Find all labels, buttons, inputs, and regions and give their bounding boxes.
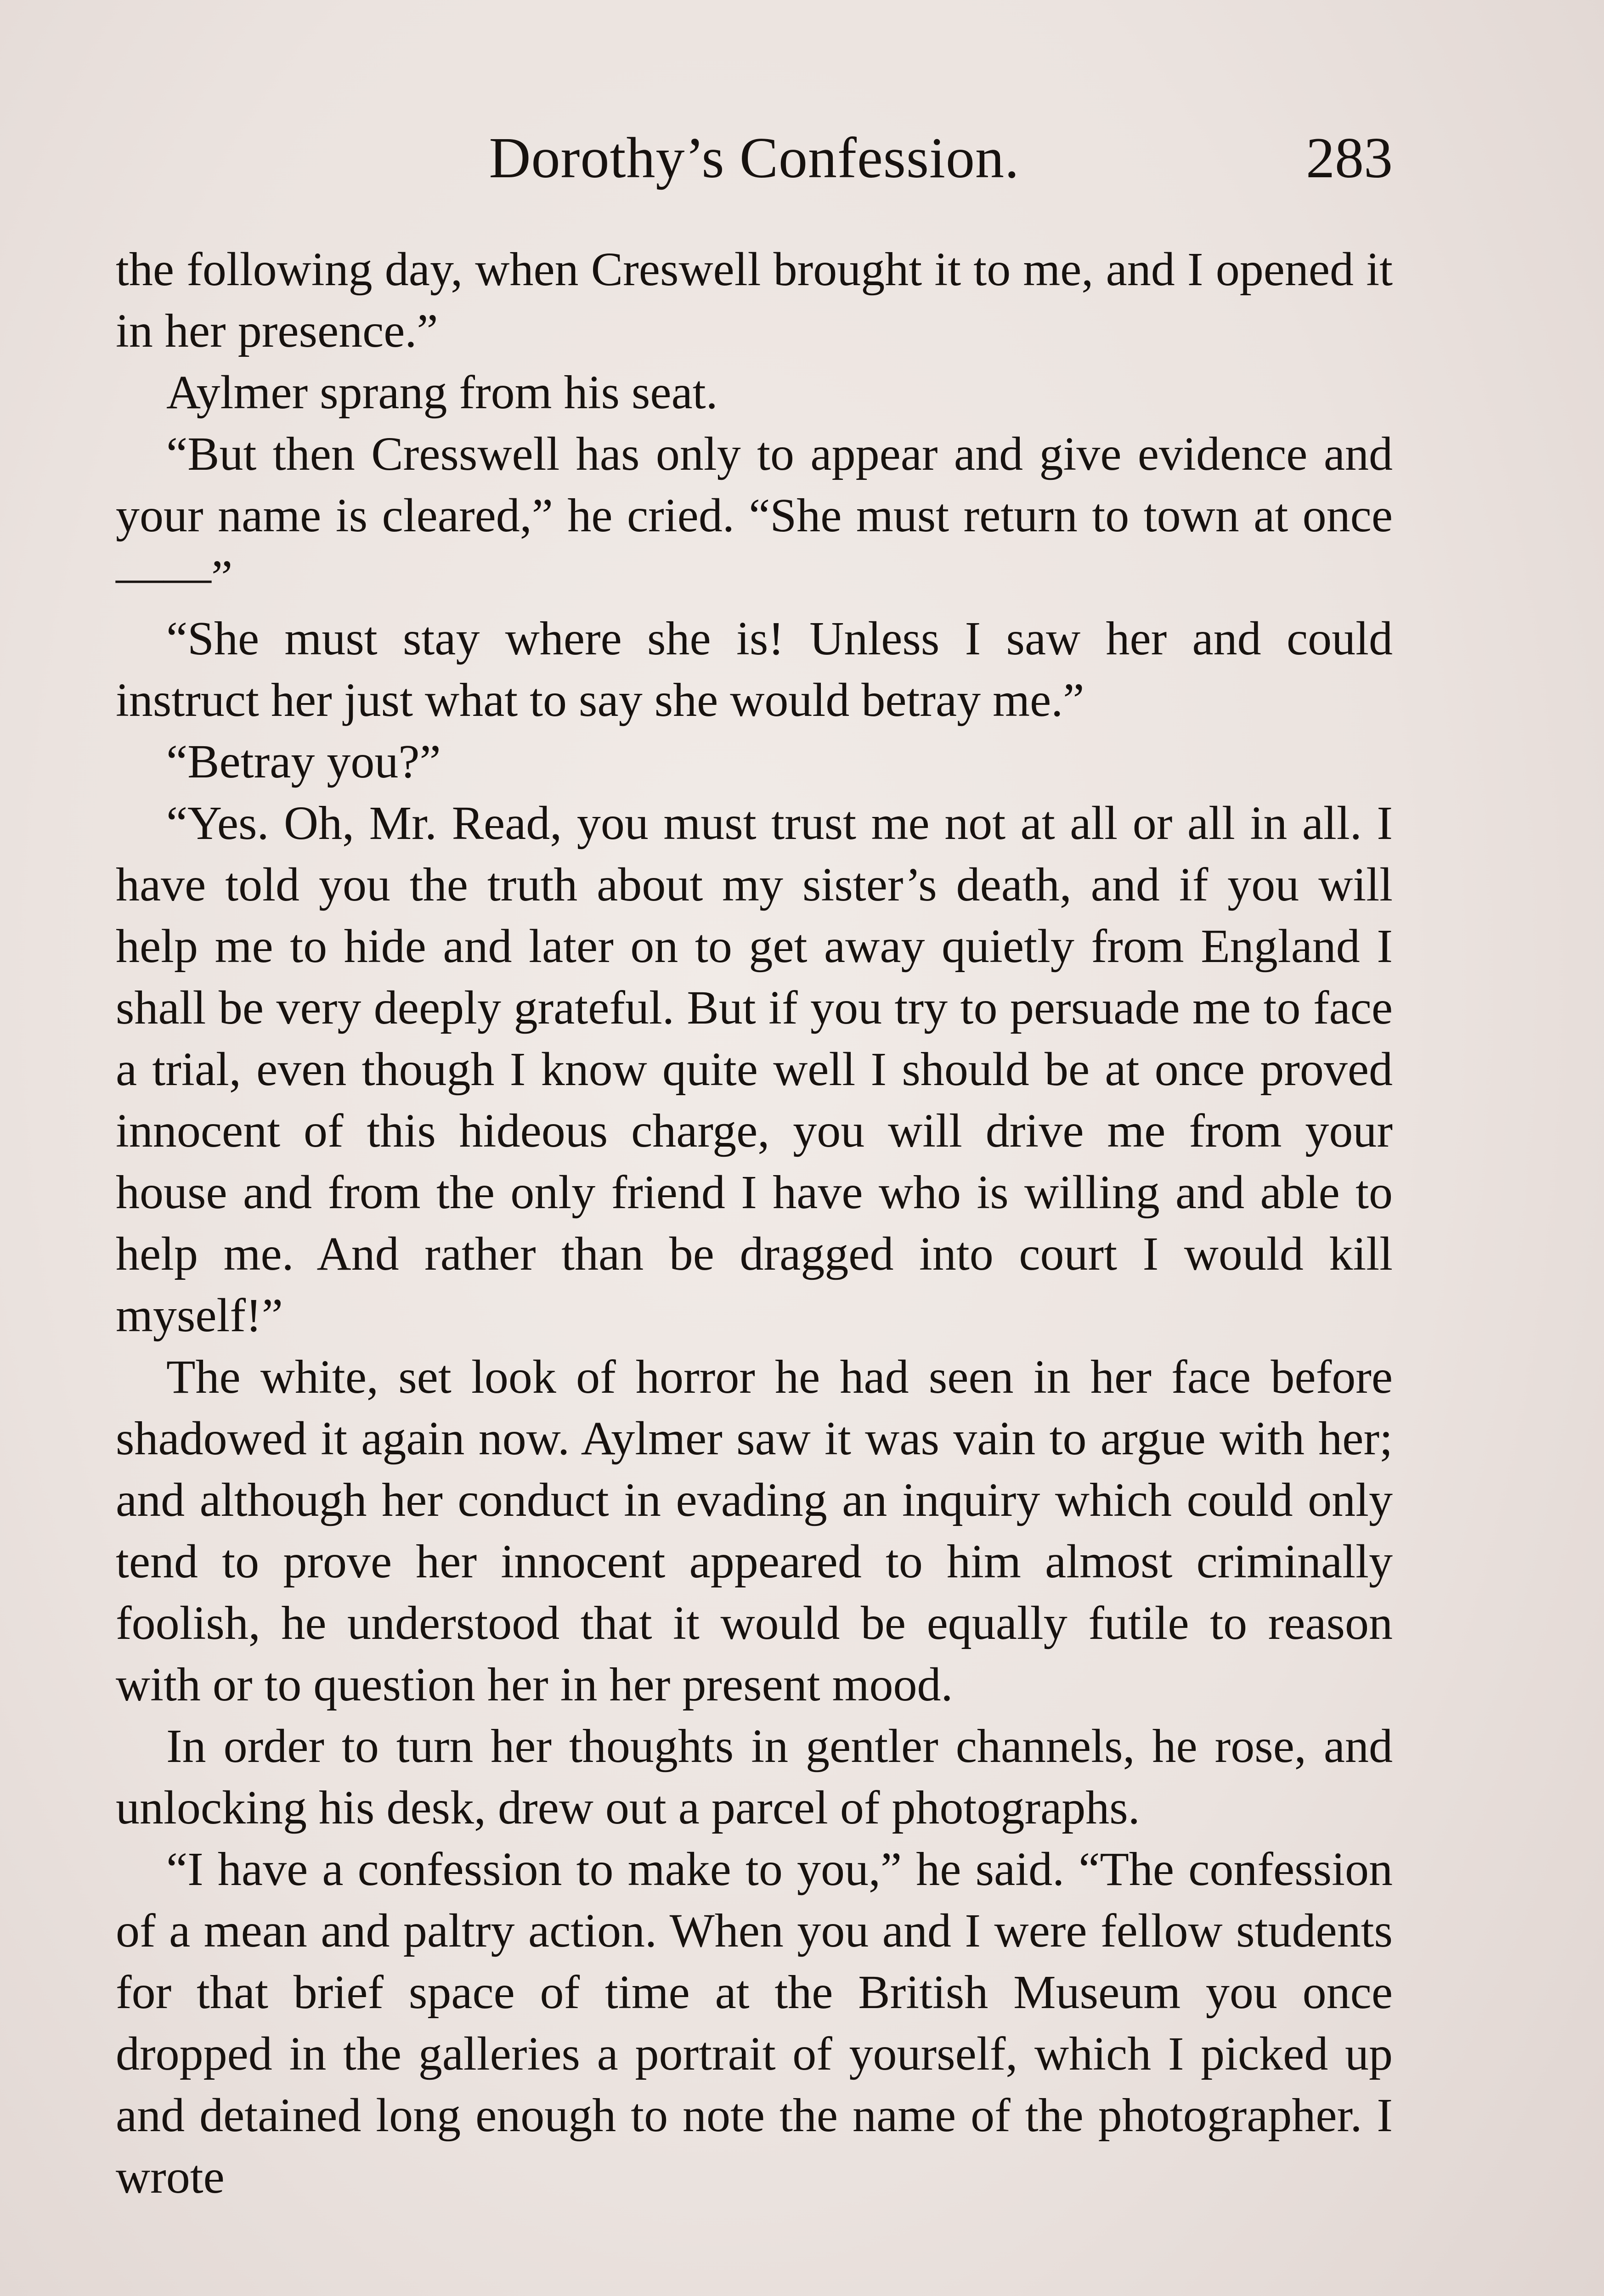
paragraph-4: “She must stay where she is! Unless I saw her and could instruct her just what to say she would betray me.” xyxy=(116,612,1393,726)
running-head xyxy=(116,124,1393,193)
body-text xyxy=(116,239,1393,2208)
paragraph-5: “Betray you?” xyxy=(166,735,441,788)
paragraph-8: In order to turn her thoughts in gentler channels, he rose, and unlocking his desk, drew out a parcel of photographs. xyxy=(116,1720,1393,1834)
paragraph-7: The white, set look of horror he had seen in her face before shadowed it again now. Aylmer saw it was vain to argue with her; and although her conduct in evading an inquiry which could only tend to prove her innocent appeared to him almost criminally foolish, he understood that it would be equally futile to reason with or to question her in her present mood. xyxy=(116,1351,1393,1711)
paragraph-1: the following day, when Creswell brought it to me, and I opened it in her presence.” xyxy=(116,243,1393,357)
paragraph-3: “But then Cresswell has only to appear and give evidence and your name is cleared,” he cried. “She must return to town at once——” xyxy=(116,428,1393,603)
paragraph-9: “I have a confession to make to you,” he said. “The confession of a mean and paltry action. When you and I were fellow students for that brief space of time at the British Museum you once dropped in the galleries a portrait of yourself, which I picked up and detained long enough to note the name of the photographer. I wrote xyxy=(116,1843,1393,2203)
page-number: 283 xyxy=(1306,126,1393,190)
running-title: Dorothy’s Confession. xyxy=(489,126,1020,190)
paragraph-2: Aylmer sprang from his seat. xyxy=(166,366,718,419)
paragraph-6: “Yes. Oh, Mr. Read, you must trust me not at all or all in all. I have told you the truth about my sister’s death, and if you will help me to hide and later on to get away quietly from England I shall be very deeply grateful. But if you try to persuade me to face a trial, even though I know quite well I should be at once proved innocent of this hideous charge, you will drive me from your house and from the only friend I have who is willing and able to help me. And rather than be dragged into court I would kill myself!” xyxy=(116,797,1393,1342)
